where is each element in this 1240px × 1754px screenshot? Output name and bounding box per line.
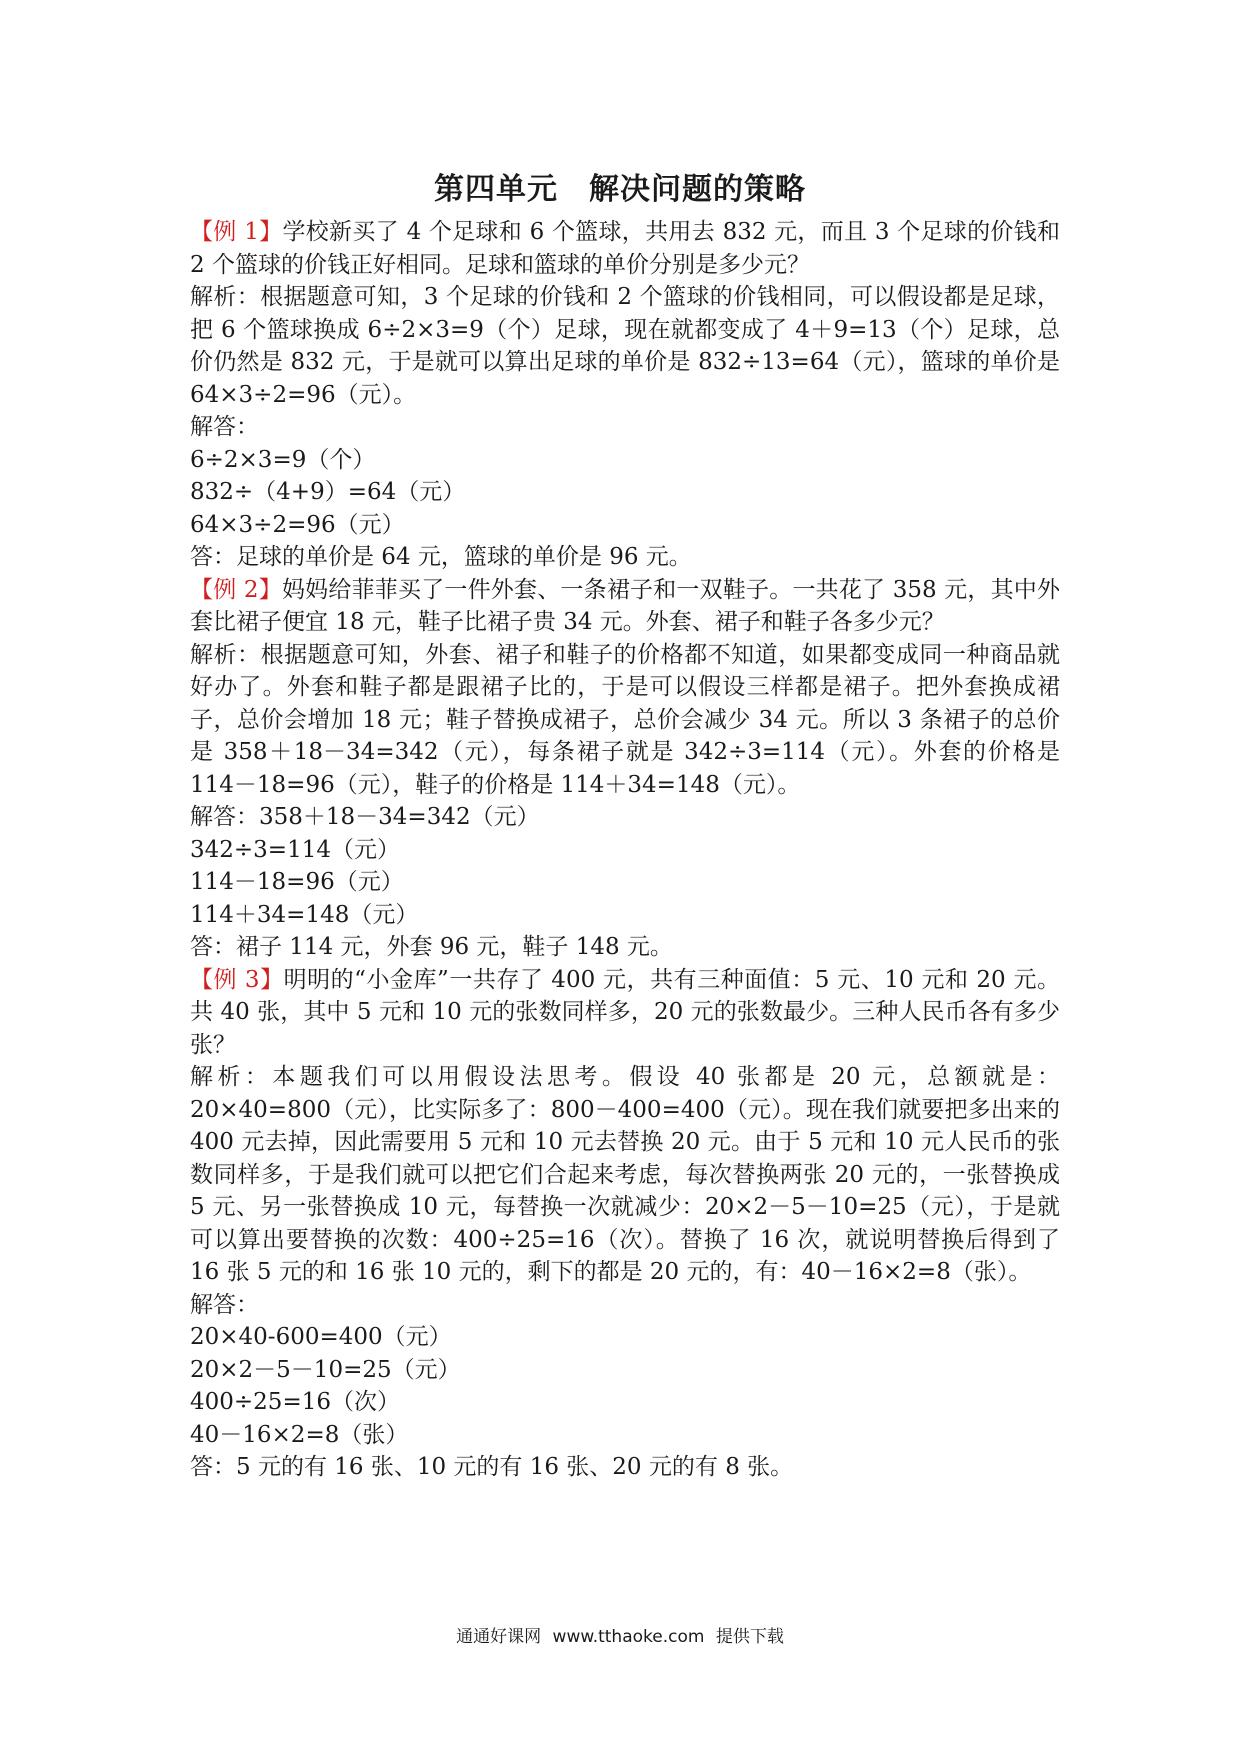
conclusion-text: 答：足球的单价是 64 元，篮球的单价是 96 元。 <box>190 544 692 570</box>
example-problem <box>190 216 1060 281</box>
solution-step: 6÷2×3=9（个） <box>190 446 376 473</box>
example-problem <box>190 964 1060 1062</box>
example-tag: 【例 1】 <box>190 219 283 245</box>
analysis-text: 解析：本题我们可以用假设法思考。假设 40 张都是 20 元，总额就是：20×40=800（元），比实际多了：800－400=400（元）。现在我们就要把多出来的 400 元去掉，因此需要用 5 元和 10 元去替换 20 元。由于 5 元和 10 元人民币的张数同样多，于是我们就可以把它们合起来考虑，每次替换两张 20 元的，一张替换成 5 元、另一张替换成 10 元，每替换一次就减少：20×2－5－10=25（元），于是就可以算出要替换的次数：400÷25=16（次）。替换了 16 次，就说明替换后得到了 16 张 5 元的和 16 张 10 元的，剩下的都是 20 元的，有：40－16×2=8（张）。 <box>190 1064 1060 1285</box>
document-body <box>190 216 1060 1484</box>
example-1 <box>190 216 1060 574</box>
solution-step: 400÷25=16（次） <box>190 1389 400 1415</box>
page-footer: 通通好课网 www.tthaoke.com 提供下载 <box>456 1627 784 1647</box>
answer-label: 解答：358＋18－34=342（元） <box>190 804 540 830</box>
problem-text: 学校新买了 4 个足球和 6 个篮球，共用去 832 元，而且 3 个足球的价钱和 2 个篮球的价钱正好相同。足球和篮球的单价分别是多少元？ <box>190 219 1060 278</box>
conclusion-text: 答：裙子 114 元，外套 96 元，鞋子 148 元。 <box>190 934 673 960</box>
solution-step: 40－16×2=8（张） <box>190 1421 409 1448</box>
answer-label: 解答： <box>190 1291 259 1318</box>
example-problem <box>190 574 1060 639</box>
example-3 <box>190 964 1060 1484</box>
solution-step: 342÷3=114（元） <box>190 836 400 863</box>
solution-step: 20×2－5－10=25（元） <box>190 1356 461 1383</box>
solution-step: 832÷（4+9）=64（元） <box>190 479 466 505</box>
example-tag: 【例 3】 <box>190 966 284 993</box>
solution-step: 20×40-600=400（元） <box>190 1324 452 1350</box>
solution-step: 64×3÷2=96（元） <box>190 511 405 538</box>
page-title: 第四单元 解决问题的策略 <box>434 172 806 207</box>
problem-text: 妈妈给菲菲买了一件外套、一条裙子和一双鞋子。一共花了 358 元，其中外套比裙子便宜 18 元，鞋子比裙子贵 34 元。外套、裙子和鞋子各多少元？ <box>190 576 1060 635</box>
example-tag: 【例 2】 <box>190 576 282 603</box>
answer-label: 解答： <box>190 414 259 440</box>
solution-step: 114－18=96（元） <box>190 869 404 895</box>
conclusion-text: 答：5 元的有 16 张、10 元的有 16 张、20 元的有 8 张。 <box>190 1454 794 1480</box>
analysis-text: 解析：根据题意可知，外套、裙子和鞋子的价格都不知道，如果都变成同一种商品就好办了。外套和鞋子都是跟裙子比的，于是可以假设三样都是裙子。把外套换成裙子，总价会增加 18 元；鞋子替换成裙子，总价会减少 34 元。所以 3 条裙子的总价是 358＋18－34=342（元），每条裙子就是 342÷3=114（元）。外套的价格是 114－18=96（元），鞋子的价格是 114＋34=148（元）。 <box>190 641 1060 798</box>
problem-text: 明明的“小金库”一共存了 400 元，共有三种面值：5 元、10 元和 20 元。共 40 张，其中 5 元和 10 元的张数同样多，20 元的张数最少。三种人民币各有多少张？ <box>190 966 1060 1058</box>
analysis-text: 解析：根据题意可知，3 个足球的价钱和 2 个篮球的价钱相同，可以假设都是足球，把 6 个篮球换成 6÷2×3=9（个）足球，现在就都变成了 4＋9=13（个）足球，总价仍然是 832 元，于是就可以算出足球的单价是 832÷13=64（元），篮球的单价是 64×3÷2=96（元）。 <box>190 284 1060 408</box>
solution-step: 114＋34=148（元） <box>190 901 419 928</box>
example-2 <box>190 574 1060 964</box>
